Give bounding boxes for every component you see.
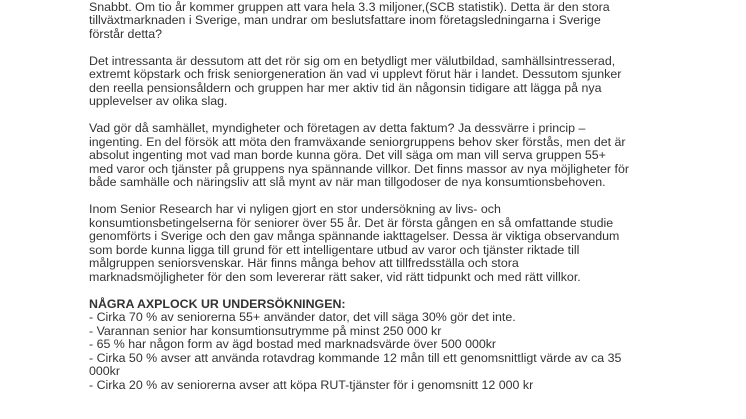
- list-item: - Cirka 70 % av seniorerna 55+ använder dator, det vill säga 30% gör det inte.: [89, 310, 516, 324]
- paragraph-society-response: Vad gör då samhället, myndigheter och företagen av detta faktum? Ja dessvärre i princip – ingenting. En del försök att möta den framväxande seniorgruppens behov sker förstås, men det är absolut ingenting mot vad man borde kunna göra. Det vill säga om man vill serva gruppen 55+ med varor och tjänster på gruppens nya spännande villkor. Det finns massor av nya möjligheter för både samhälle och näringsliv att slå mynt av när man tillgodoser de nya konsumtionsbehoven.: [89, 121, 629, 189]
- list-item: - Varannan senior har konsumtionsutrymme på minst 250 000 kr: [89, 323, 442, 338]
- paragraph-senior-research: Inom Senior Research har vi nyligen gjort en stor undersökning av livs- och konsumtionsbetingelserna för seniorer över 55 år. Det är första gången en så omfattande studie genomförts i Sverige och den gav många spännande iakttagelser. Dessa är viktiga observandum som borde kunna ligga till grund för ett intelligentare utbud av varor och tjänster riktade till målgruppen seniorsvenskar. Här finns många behov att tillfredsställa och stora marknadsmöjligheter för den som levererar rätt saker, vid rätt tidpunkt och med rätt villkor.: [89, 202, 620, 284]
- paragraph-market-growth: Snabbt. Om tio år kommer gruppen att vara hela 3.3 miljoner,(SCB statistik). Detta är den stora tillväxtmarknaden i Sverige, man undrar om beslutsfattare inom företagsledningarna i Sverige förstår detta?: [89, 0, 610, 41]
- list-item: - Cirka 50 % avser att använda rotavdrag kommande 12 mån till ett genomsnittligt värde av ca 35 000kr: [89, 350, 622, 378]
- list-item: - 65 % har någon form av ägd bostad med marknadsvärde över 500 000kr: [89, 337, 497, 351]
- document-body: [89, 0, 689, 392]
- list-item: - Cirka 20 % av seniorerna avser att köpa RUT-tjänster för i genomsnitt 12 000 kr: [89, 377, 534, 392]
- paragraph-senior-generation: Det intressanta är dessutom att det rör sig om en betydligt mer välutbildad, samhällsintresserad, extremt köpstark och frisk seniorgeneration än vad vi upplevt förut här i landet. Dessutom sjunker den reella pensionsåldern och gruppen har mer aktiv tid än någonsin tidigare att lägga på nya upplevelser av olika slag.: [89, 53, 622, 108]
- findings-list: [89, 311, 689, 392]
- section-heading: NÅGRA AXPLOCK UR UNDERSÖKNINGEN:: [89, 296, 346, 311]
